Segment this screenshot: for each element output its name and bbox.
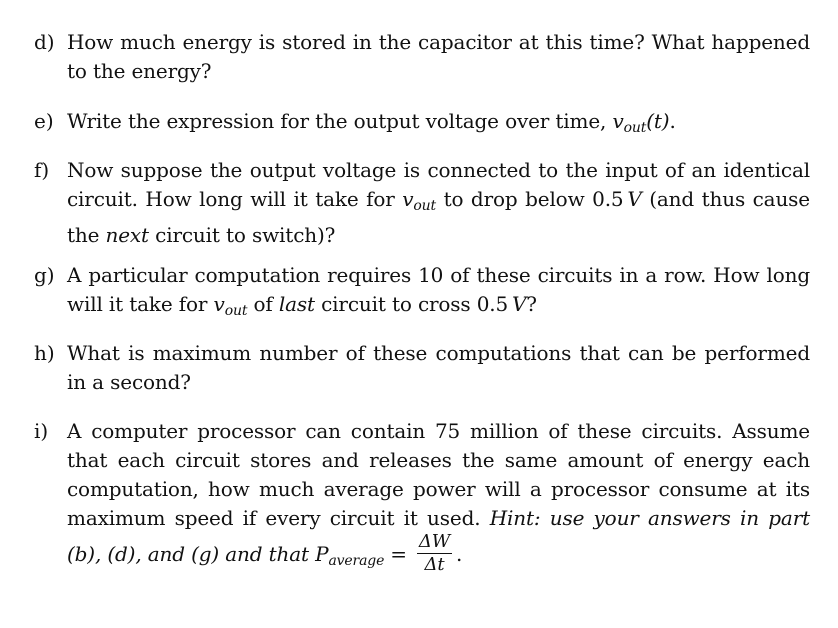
text-segment: to drop below 0.5 [436,187,624,211]
text-segment: circuit to switch)? [148,223,336,247]
math-subscript: out [413,198,436,214]
question-d [20,28,810,86]
question-f [20,156,810,250]
math-subscript: average [328,553,385,569]
question-e [20,107,810,143]
question-label: f) [34,158,50,182]
question-h [20,339,810,397]
text-segment: Write the expression for the output voltage over time, [67,109,613,133]
question-text [67,417,810,578]
math-variable: P [315,542,329,566]
text-segment: A computer processor can contain 75 million of these circuits. Assume that each circuit stores and releases the same amount of energy each computation, how much average power will a processor consume at its maximum speed if every circuit it used. [67,419,810,530]
emphasis: last [278,292,315,316]
math-subscript: out [623,120,647,136]
fraction [417,531,452,576]
fraction-numerator: ΔW [418,531,451,552]
equals-sign: = [390,542,407,566]
question-text [67,261,810,326]
emphasis: next [105,223,149,247]
unit-volts: V [511,292,527,316]
text-segment: circuit to cross 0.5 [314,292,509,316]
question-label: e) [34,109,54,133]
question-label: d) [34,30,55,54]
text-segment: of [247,292,279,316]
text-segment: ? [526,292,537,316]
text-segment: . [456,542,463,566]
question-label: g) [34,263,55,287]
unit-volts: V [627,187,642,211]
fraction-denominator: Δt [424,554,445,575]
question-text [67,156,810,250]
math-subscript: out [224,303,248,319]
text-segment: (and thus cause the [67,187,810,247]
question-i [20,417,810,578]
text-segment: . [669,109,676,133]
question-text: How much energy is stored in the capacitor at this time? What happened to the energy? [67,30,810,83]
text-segment: Now suppose the output voltage is connected to the input of an identical circuit. How long will it take for [67,158,810,211]
math-variable: v [612,109,624,133]
question-label: h) [34,341,55,365]
math-argument: (t) [646,109,670,133]
hint-text: Hint: use your answers in part (b), (d), and (g) and that [67,506,811,566]
math-variable: v [402,187,414,211]
question-g [20,261,810,326]
text-segment: A particular computation requires 10 of these circuits in a row. How long will it take for [67,263,810,316]
question-label: i) [34,419,49,443]
math-variable: v [213,292,225,316]
question-text: What is maximum number of these computations that can be performed in a second? [67,341,810,394]
question-text [67,107,810,143]
